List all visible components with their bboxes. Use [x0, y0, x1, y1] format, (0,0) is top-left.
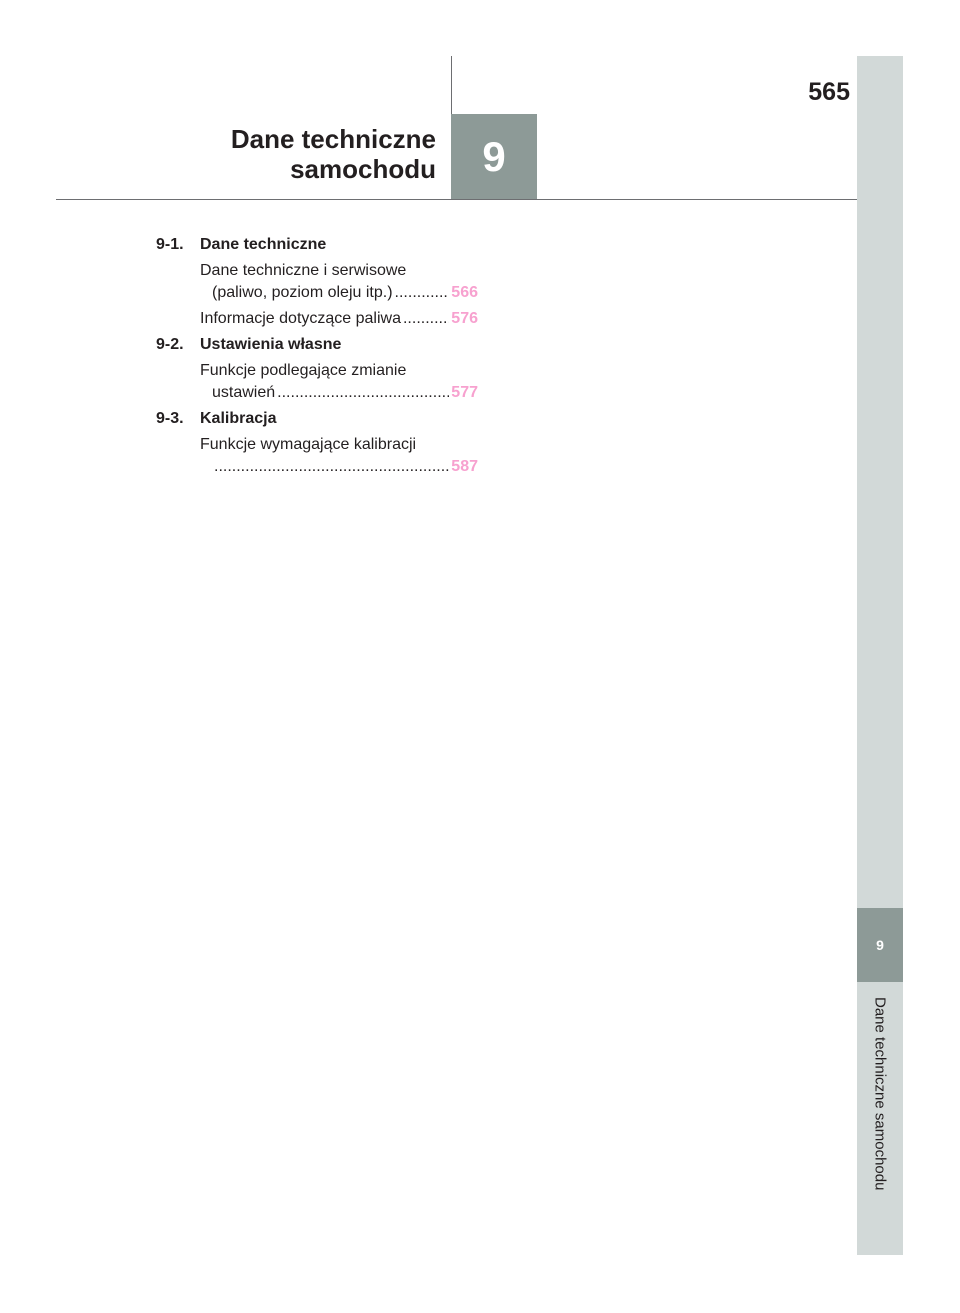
chapter-title-line1: Dane techniczne	[230, 124, 436, 154]
toc-section[interactable]	[156, 334, 478, 356]
toc-section-number: 9-2.	[156, 336, 184, 353]
toc-section[interactable]	[156, 408, 478, 430]
toc-page-link[interactable]: 566	[451, 284, 478, 301]
toc-section-title: Dane techniczne	[200, 236, 327, 253]
toc-entry-title: Funkcje wymagające kalibracji	[200, 436, 417, 453]
toc-leader-dots	[277, 382, 449, 404]
side-tab-chapter-number[interactable]: 9	[857, 908, 903, 982]
toc-page-link[interactable]: 577	[451, 384, 478, 401]
toc-entry-title-cont: ustawień	[212, 384, 276, 401]
toc-entry[interactable]	[156, 434, 478, 478]
toc-leader-dots	[403, 308, 449, 330]
side-tab-label: Dane techniczne samochodu	[871, 997, 889, 1191]
header-rule	[56, 199, 857, 200]
toc-entry-title: Informacje dotyczące paliwa	[200, 310, 401, 327]
toc-section[interactable]	[156, 234, 478, 256]
toc-page-link[interactable]: 587	[451, 458, 478, 475]
header-divider	[451, 56, 452, 116]
page-number: 565	[808, 78, 850, 106]
toc-section-number: 9-1.	[156, 236, 184, 253]
toc-section-title: Ustawienia własne	[200, 336, 342, 353]
table-of-contents	[156, 234, 478, 482]
toc-entry-title: Funkcje podlegające zmianie	[200, 362, 407, 379]
toc-entry-title: Dane techniczne i serwisowe	[200, 262, 407, 279]
toc-section-number: 9-3.	[156, 410, 184, 427]
chapter-title-line2: samochodu	[290, 154, 436, 184]
chapter-number-box: 9	[451, 114, 537, 200]
chapter-title	[231, 124, 436, 184]
toc-leader-dots	[214, 456, 449, 478]
toc-page-link[interactable]: 576	[451, 310, 478, 327]
toc-section-title: Kalibracja	[200, 410, 277, 427]
toc-entry[interactable]	[156, 360, 478, 404]
toc-entry-title-cont: (paliwo, poziom oleju itp.)	[212, 284, 393, 301]
toc-leader-dots	[395, 282, 450, 304]
toc-entry[interactable]	[156, 308, 478, 330]
toc-entry[interactable]	[156, 260, 478, 304]
